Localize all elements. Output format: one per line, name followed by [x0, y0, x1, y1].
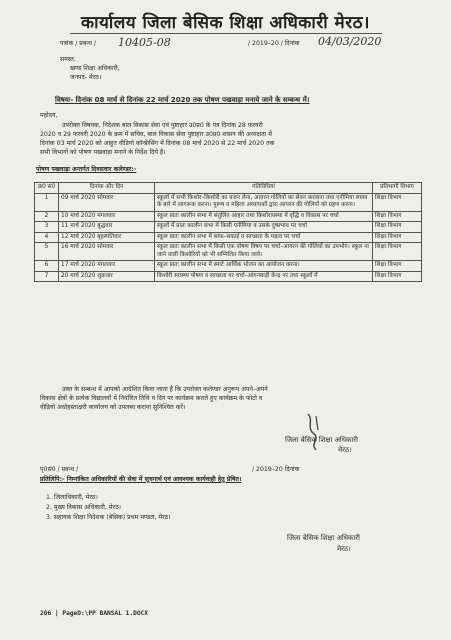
signature-mark [302, 410, 328, 454]
table-row [35, 193, 422, 211]
cell-date: 12 मार्च 2020 बृहस्पतिवार [59, 232, 155, 243]
body-line-3: दिनांक 03 मार्च 2020 को आहूत वीडियो कॉन्फ्रेंसिंग में दिनांक 08 मार्च 2020 से 22 मार्च 2020 तक [40, 140, 275, 147]
calendar-title: पोषण पखवाड़ा अन्तर्गत दिवसवार कलेण्डर:- [36, 166, 137, 173]
cell-sn: 6 [35, 261, 59, 272]
cell-date: 16 मार्च 2020 सोमवार [59, 243, 155, 261]
pratilipi-patrank-label: पृ0सं0 / प्रबन्ध / [40, 466, 79, 473]
cell-dept: शिक्षा विभाग [373, 222, 422, 233]
closing-line-1: उक्त के सम्बन्ध में आपको आदेशित किया जाता है कि उपरोक्त कलेण्डर अनुरूप अपने–अपने [62, 386, 268, 393]
cell-date: 11 मार्च 2020 बुद्धवार [59, 222, 155, 233]
table-row [35, 261, 422, 272]
pratilipi-date-label: / 2019–20 दिनांक [252, 466, 300, 473]
pratilipi-item-3: 3. सहायक शिक्षा निदेशक (बेसिक) प्रथम मण्डल, मेरठ। [46, 514, 171, 521]
cell-activity: किशोरी स्वास्थ्य पोषण व स्वच्छता पर चर्चा–आंगनबाड़ी केन्द्र पर तथा स्कूलों में [155, 271, 373, 282]
col-header-sn: क्र0 सं0 [35, 183, 59, 194]
document-footer: 206 | PageD:\PP BANSAL 1.DOCX [40, 610, 149, 617]
recipient-line-2: खण्ड शिक्षा अधिकारी, [70, 65, 120, 72]
cell-sn: 7 [35, 271, 59, 282]
calendar-table [34, 182, 422, 282]
cell-sn: 4 [35, 232, 59, 243]
pratilipi-line: प्रतिलिपि:- निम्नांकित अधिकारियों की सेवा में सूचनार्थ एवं आवश्यक कार्यवाही हेतु प्रेषित। [40, 476, 242, 483]
heading-underline [70, 33, 382, 34]
cell-dept: शिक्षा विभाग [373, 211, 422, 222]
table-row [35, 211, 422, 222]
table-row [35, 222, 422, 233]
cell-sn: 1 [35, 193, 59, 211]
recipient-line-3: जनपद- मेरठ। [70, 74, 102, 81]
col-header-activity: गतिविधियां [155, 183, 373, 194]
cell-date: 10 मार्च 2020 मंगलवार [59, 211, 155, 222]
col-header-dept: प्रतिभागी विभाग [373, 183, 422, 194]
closing-line-2: विकास क्षेत्रों के प्रत्येक विद्यालयों में निर्धारित तिथि व दिन पर कार्यक्रम कराते हुए कार्यक्रम के फोटो व [40, 395, 263, 402]
signature1-title: जिला बेसिक शिक्षा अधिकारी [285, 436, 358, 444]
cell-activity: स्कूल प्रातः कालीन सभा में किसी एक पोषण विषय पर चर्चा–आयरन की गोलियों का उपभोग। स्कूल ना जाने वाली किशोरियों को भी सम्मिलित किया जाये। [155, 243, 373, 261]
date-handwritten: 04/03/2020 [318, 35, 382, 48]
cell-date: 17 मार्च 2020 मंगलवार [59, 261, 155, 272]
cell-activity: स्कूलों में सभी किशोर–किशोरी का वजन लेना, आयरन गोलियों का सेवन करवाना तथा एनीमिया बचाव के बारे में जागरूक करना। पुरूष व महिला अध्यापकों द्वारा आयरन की गोलियों को ग्रहण करना। [155, 193, 373, 211]
cell-activity: स्कूल प्रातः कालीन सभा में स्मार्ट आर्थिक भोजन का आयोजन करना। [155, 261, 373, 272]
cell-sn: 5 [35, 243, 59, 261]
table-header-row [35, 183, 422, 194]
cell-activity: स्कूल प्रातः कालीन सभा में साफ–सफाई व स्वच्छता के महत्व पर चर्चा [155, 232, 373, 243]
cell-date: 20 मार्च 2020 शुक्रवार [59, 271, 155, 282]
pratilipi-item-1: 1. जिलाधिकारी, मेरठ। [46, 494, 98, 501]
body-line-4: सभी विभागों को पोषण पखवाड़ा मनाने के निर्देश दिये है। [40, 149, 166, 156]
table-row [35, 243, 422, 261]
cell-dept: शिक्षा विभाग [373, 232, 422, 243]
salutation: महोदय, [40, 112, 58, 119]
cell-activity: स्कूल प्रातः कालीन सभा में संतुलित आहार तथा किशोरावस्था में वृद्धि व विकास पर चर्चा [155, 211, 373, 222]
cell-dept: शिक्षा विभाग [373, 193, 422, 211]
pratilipi-item-2: 2. मुख्य विकास अधिकारी, मेरठ। [46, 504, 122, 511]
recipient-line-1: समस्त, [60, 56, 76, 63]
cell-sn: 3 [35, 222, 59, 233]
body-line-1: उपरोक्त विषयक, निदेशक बाल विकास सेवा एवं पुष्टाहार उ0प्र0 के पत्र दिनांक 28 फरवरी [62, 122, 263, 129]
subject-line: विषयः- दिनांक 08 मार्च से दिनांक 22 मार्च 2020 तक पोषण पखवाड़ा मनाये जाने के सम्बन्ध में। [55, 96, 310, 104]
signature2-title: जिला बेसिक शिक्षा अधिकारी [287, 534, 360, 542]
patrank-handwritten: 10405-08 [118, 36, 171, 49]
signature1-place: मेरठ। [338, 446, 352, 454]
office-heading: कार्यालय जिला बेसिक शिक्षा अधिकारी मेरठ। [81, 13, 370, 33]
cell-dept: शिक्षा विभाग [373, 271, 422, 282]
signature2-place: मेरठ। [337, 545, 351, 553]
cell-dept: शिक्षा विभाग [373, 243, 422, 261]
cell-date: 09 मार्च 2020 सोमवार [59, 193, 155, 211]
closing-line-3: वीडियो अधोहस्ताक्षरी कार्यालय को उपलब्ध कराना सुनिश्चित करें। [40, 404, 186, 411]
date-label: / 2019–20 / दिनांक [248, 40, 300, 47]
table-row [35, 271, 422, 282]
table-row [35, 232, 422, 243]
cell-sn: 2 [35, 211, 59, 222]
col-header-date: दिनांक और दिन [59, 183, 155, 194]
body-line-2: 2020 व 29 फरवरी 2020 के क्रम में सचिव, बाल विकास सेवा पुष्टाहार उ0प्र0 शासन की अध्यक्षता में [40, 131, 272, 138]
cell-dept: शिक्षा विभाग [373, 261, 422, 272]
patrank-label: पत्रांक / प्रबन्ध / [60, 40, 96, 47]
cell-activity: स्कूलों में प्रातः कालीन सभा में किसी एनीमिया व उसके दुष्प्रभाव पर चर्चा [155, 222, 373, 233]
